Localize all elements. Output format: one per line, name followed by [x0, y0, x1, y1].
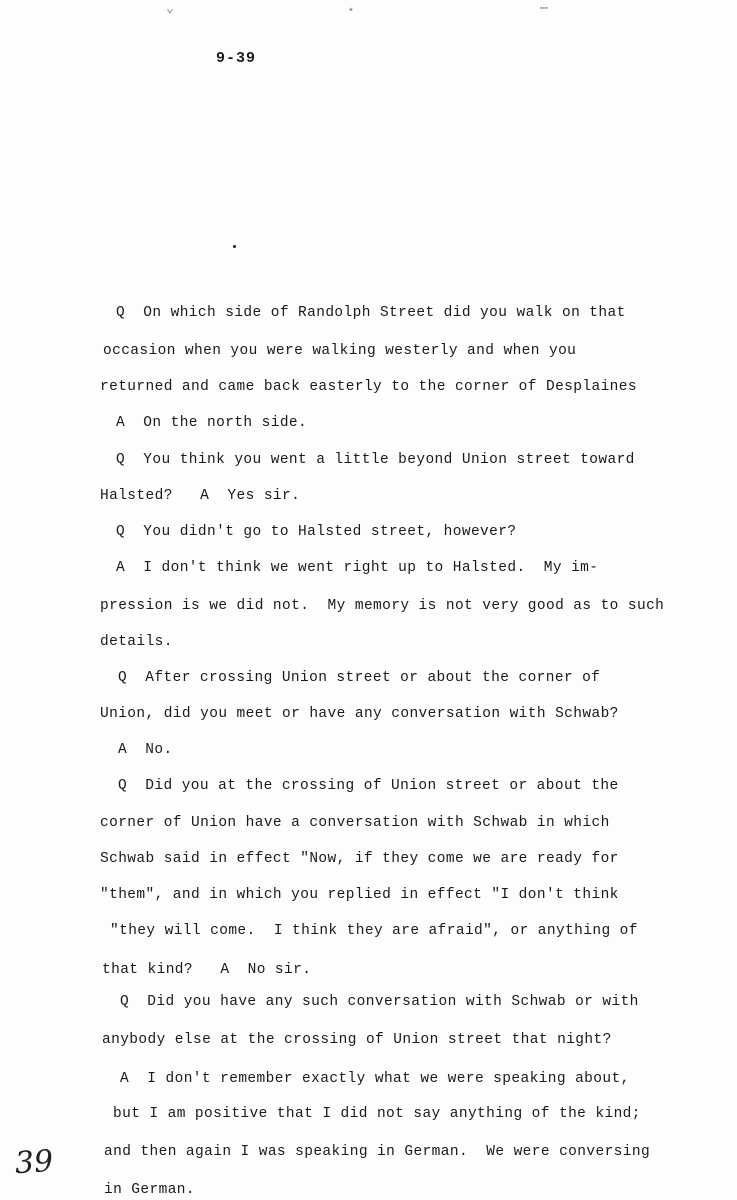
text-line: A I don't think we went right up to Halsted. My im-	[116, 560, 599, 576]
text-line: Halsted? A Yes sir.	[100, 488, 301, 504]
text-line: that kind? A No sir.	[102, 962, 312, 978]
text-line: in German.	[104, 1182, 196, 1198]
text-line: but I am positive that I did not say anything of the kind;	[113, 1106, 641, 1122]
text-line: Q Did you at the crossing of Union street or about the	[118, 778, 619, 794]
scan-artifact-mark: ⌄	[166, 1, 174, 16]
text-line: and then again I was speaking in German. We were conversing	[104, 1144, 651, 1160]
text-line: Q You didn't go to Halsted street, however?	[116, 524, 517, 540]
scan-artifact-mark: ⋆	[347, 3, 355, 18]
text-line: Q You think you went a little beyond Union street toward	[116, 452, 635, 468]
text-line: Schwab said in effect "Now, if they come we are ready for	[100, 851, 619, 867]
text-line: Q On which side of Randolph Street did you walk on that	[116, 305, 626, 321]
page-number: 9-39	[216, 50, 257, 67]
handwritten-page-number: 39	[13, 1143, 55, 1182]
text-line: Q After crossing Union street or about the corner of	[118, 670, 601, 686]
text-line: corner of Union have a conversation with Schwab in which	[100, 815, 610, 831]
text-line: Union, did you meet or have any conversation with Schwab?	[100, 706, 619, 722]
text-line: A I don't remember exactly what we were speaking about,	[120, 1071, 630, 1087]
text-line: Q Did you have any such conversation with Schwab or with	[120, 994, 639, 1010]
text-line: "they will come. I think they are afraid", or anything of	[110, 923, 638, 939]
text-line: anybody else at the crossing of Union street that night?	[102, 1032, 612, 1048]
text-line: pression is we did not. My memory is not very good as to such	[100, 598, 665, 614]
text-line: occasion when you were walking westerly and when you	[103, 343, 577, 359]
text-line: "them", and in which you replied in effect "I don't think	[100, 887, 619, 903]
text-line: A On the north side.	[116, 415, 308, 431]
scan-artifact-mark: ⋯	[540, 1, 548, 16]
scan-artifact-dot	[233, 245, 236, 248]
text-line: A No.	[118, 742, 173, 758]
text-line: details.	[100, 634, 173, 650]
text-line: returned and came back easterly to the corner of Desplaines	[100, 379, 637, 395]
